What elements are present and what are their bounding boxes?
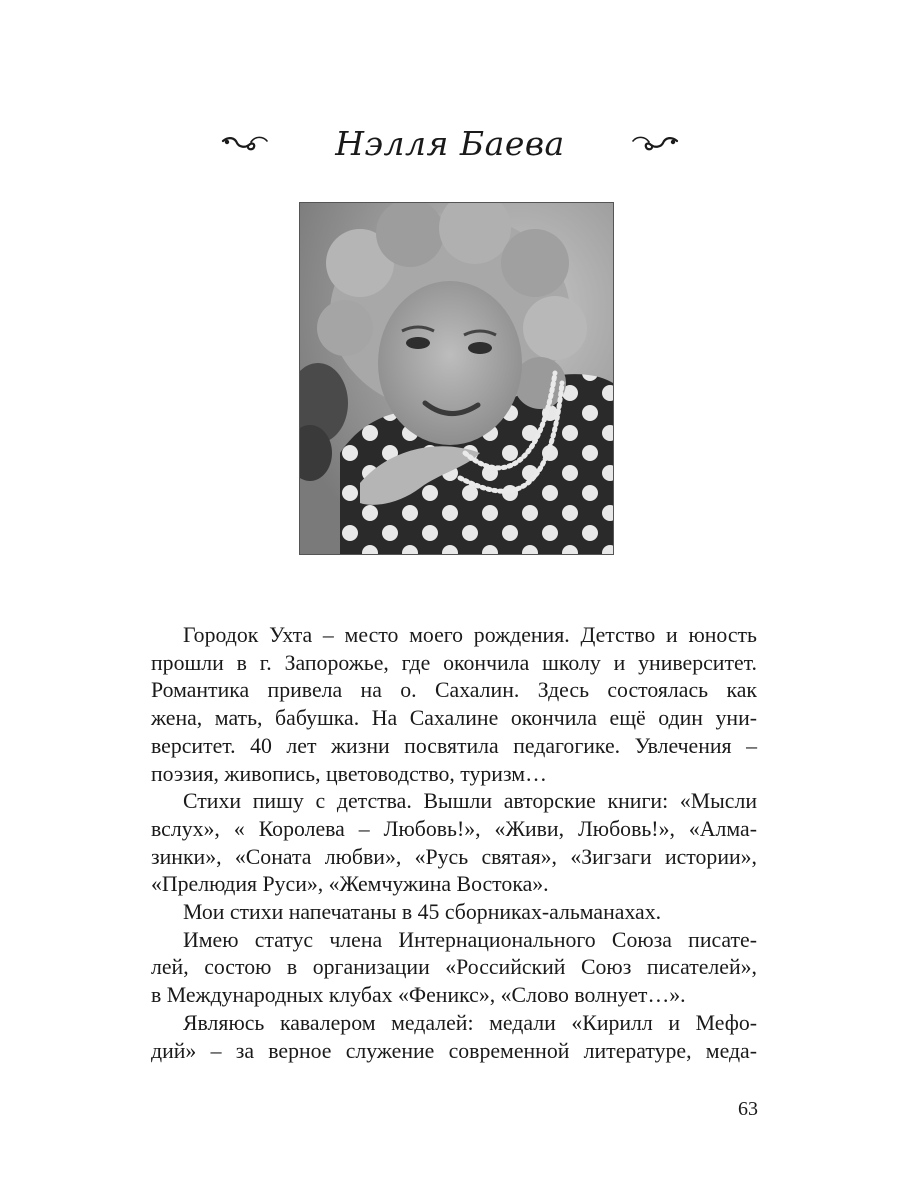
flourish-left-icon xyxy=(221,132,269,154)
portrait-photo xyxy=(299,202,614,555)
text-line: поэзия, живопись, цветоводство, туризм… xyxy=(151,761,547,786)
text-line: в Международных клубах «Феникс», «Слово волнует…». xyxy=(151,983,686,1008)
page-number: 63 xyxy=(738,1098,758,1120)
text-line: зинки», «Соната любви», «Русь святая», «Зигзаги истории», xyxy=(151,844,757,869)
page-title: Нэлля Баева xyxy=(335,123,565,163)
text-line: Мои стихи напечатаны в 45 сборниках-альманахах. xyxy=(183,900,662,925)
text-line: Романтика привела на о. Сахалин. Здесь состоялась как xyxy=(151,678,757,703)
text-line: жена, мать, бабушка. На Сахалине окончила ещё один уни- xyxy=(151,706,757,731)
text-line: Стихи пишу с детства. Вышли авторские книги: «Мысли xyxy=(183,789,757,814)
text-line: лей, состою в организации «Российский Союз писателей», xyxy=(151,955,757,980)
flourish-right-icon xyxy=(631,132,679,154)
text-line: прошли в г. Запорожье, где окончила школу и университет. xyxy=(151,650,757,675)
text-line: Являюсь кавалером медалей: медали «Кирилл и Мефо- xyxy=(183,1010,757,1035)
text-line: верситет. 40 лет жизни посвятила педагогике. Увлечения – xyxy=(151,733,757,758)
text-line: дий» – за верное служение современной литературе, меда- xyxy=(151,1038,757,1063)
text-line: вслух», « Королева – Любовь!», «Живи, Любовь!», «Алма- xyxy=(151,816,757,841)
text-line: «Прелюдия Руси», «Жемчужина Востока». xyxy=(151,872,549,897)
text-line: Городок Ухта – место моего рождения. Детство и юность xyxy=(183,623,757,647)
text-line: Имею статус члена Интернационального Союза писате- xyxy=(183,927,757,952)
title-row xyxy=(150,118,750,168)
biography-text xyxy=(151,622,757,1065)
